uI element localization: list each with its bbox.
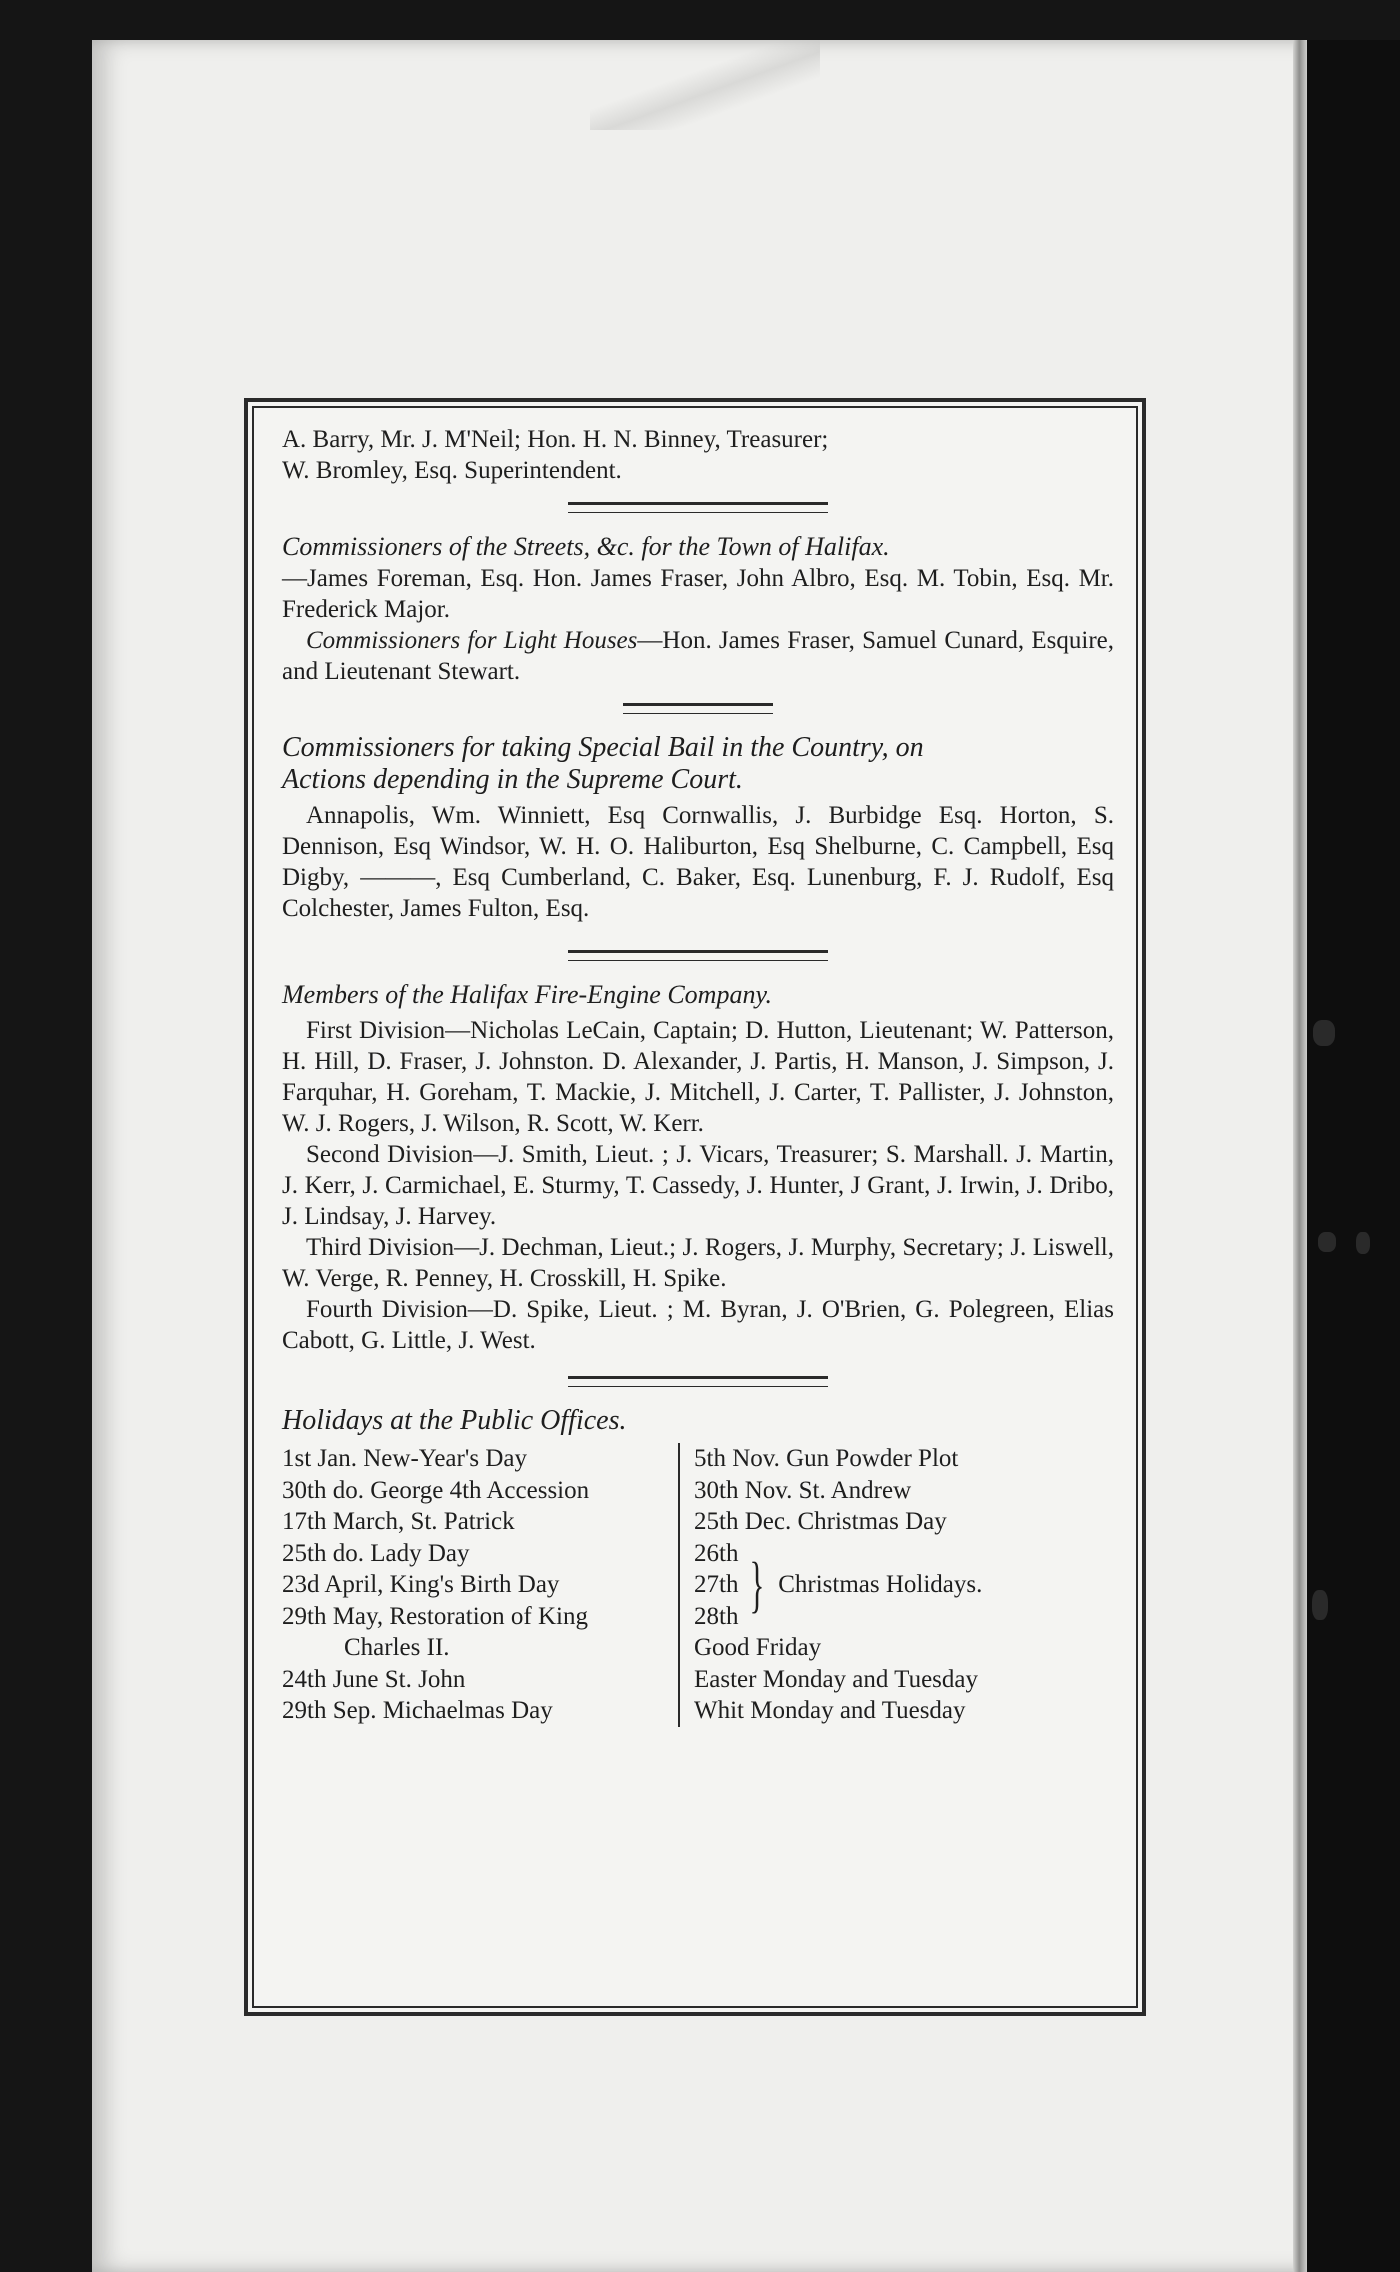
intro-section [282, 424, 1114, 486]
holiday-entry: 1st Jan. New-Year's Day [282, 1445, 527, 1472]
page-edge [1293, 40, 1307, 2272]
holidays-right-column [680, 1443, 1114, 1727]
divider-rule [568, 1376, 828, 1387]
holiday-entry: 30th do. George 4th Accession [282, 1476, 590, 1504]
bail-heading-continued: Actions depending in the Supreme Court. [282, 764, 743, 795]
holiday-entry: 25th do. Lady Day [282, 1539, 470, 1567]
holiday-entry: Whit Monday and Tuesday [694, 1697, 966, 1724]
holiday-entry: 24th June St. John [282, 1665, 466, 1693]
holiday-entry: 29th Sep. Michaelmas Day [282, 1697, 553, 1724]
holiday-entry: 25th Dec. Christmas Day [694, 1508, 947, 1535]
printed-text-box [244, 398, 1146, 2016]
holiday-entry: Good Friday [694, 1634, 822, 1661]
streets-heading: Commissioners of the Streets, &c. for the Town of Halifax. [282, 532, 890, 561]
intro-line: A. Barry, Mr. J. M'Neil; Hon. H. N. Binney, Treasurer; [282, 426, 829, 453]
holiday-entry: 29th May, Restoration of King [282, 1602, 588, 1630]
bail-section [282, 732, 1114, 924]
christmas-dates [694, 1538, 738, 1633]
holiday-entry-continued: Charles II. [344, 1634, 450, 1661]
ink-smudge [1313, 1020, 1335, 1046]
lighthouses-label: Commissioners for Light Houses [306, 627, 638, 654]
ink-smudge [1312, 1590, 1328, 1620]
holiday-entry: 5th Nov. Gun Powder Plot [694, 1445, 959, 1472]
divider-rule [623, 703, 773, 714]
binding-gutter [1307, 40, 1400, 2272]
holiday-date: 27th [694, 1571, 739, 1598]
holiday-entry: 30th Nov. St. Andrew [694, 1476, 912, 1504]
streets-body: —James Foreman, Esq. Hon. James Fraser, John Albro, Esq. M. Tobin, Esq. Mr. Frederick Major. [282, 565, 1114, 623]
holidays-heading: Holidays at the Public Offices. [282, 1405, 627, 1436]
ink-smudge [1356, 1232, 1370, 1254]
holiday-entry: Easter Monday and Tuesday [694, 1665, 978, 1693]
divider-rule [568, 950, 828, 961]
fire-division-first: First Division—Nicholas LeCain, Captain; D. Hutton, Lieutenant; W. Patterson, H. Hill, D. Fraser, J. Johnston. D. Alexander, J. Partis, H. Manson, J. Simpson, J. Farquhar, H. Goreham, T. Mackie, J. Mitchell, J. Carter, T. Pallister, J. Johnston, W. J. Rogers, J. Wilson, R. Scott, W. Kerr. [282, 1017, 1114, 1137]
intro-line: W. Bromley, Esq. Superintendent. [282, 457, 622, 484]
holidays-left-column [282, 1443, 680, 1727]
bail-heading: Commissioners for taking Special Bail in the Country, on [282, 732, 924, 763]
divider-rule [568, 502, 828, 513]
streets-section [282, 531, 1114, 687]
holiday-entry: 17th March, St. Patrick [282, 1508, 515, 1535]
fire-division-fourth: Fourth Division—D. Spike, Lieut. ; M. Byran, J. O'Brien, G. Polegreen, Elias Cabott, G. Little, J. West. [282, 1296, 1114, 1354]
christmas-holidays-group [694, 1538, 1114, 1633]
bail-body: Annapolis, Wm. Winniett, Esq Cornwallis, J. Burbidge Esq. Horton, S. Dennison, Esq Windsor, W. H. O. Haliburton, Esq Shelburne, C. Campbell, Esq Digby, ———, Esq Cumberland, C. Baker, Esq. Lunenburg, F. J. Rudolf, Esq Colchester, James Fulton, Esq. [282, 802, 1114, 922]
fire-section [282, 979, 1114, 1356]
holidays-table [282, 1443, 1114, 1727]
lighthouses-paragraph [282, 625, 1114, 687]
christmas-holidays-label: Christmas Holidays. [778, 1571, 983, 1598]
fire-division-third: Third Division—J. Dechman, Lieut.; J. Rogers, J. Murphy, Secretary; J. Liswell, W. Verge, R. Penney, H. Crosskill, H. Spike. [282, 1234, 1114, 1292]
holiday-date: 26th [694, 1539, 739, 1567]
brace-glyph: } [749, 1550, 765, 1619]
ink-smudge [1318, 1232, 1336, 1252]
fire-heading: Members of the Halifax Fire-Engine Company. [282, 980, 773, 1009]
folded-corner [590, 40, 820, 130]
holiday-entry: 23d April, King's Birth Day [282, 1571, 560, 1598]
holidays-section [282, 1405, 1114, 1727]
fire-division-second: Second Division—J. Smith, Lieut. ; J. Vicars, Treasurer; S. Marshall. J. Martin, J. Kerr, J. Carmichael, E. Sturmy, T. Cassedy, J. Hunter, J Grant, J. Irwin, J. Dribo, J. Lindsay, J. Harvey. [282, 1141, 1114, 1230]
lighthouses-body: —Hon. James Fraser, Samuel Cunard, Esquire, and Lieutenant Stewart. [282, 627, 1115, 685]
holiday-date: 28th [694, 1602, 739, 1630]
